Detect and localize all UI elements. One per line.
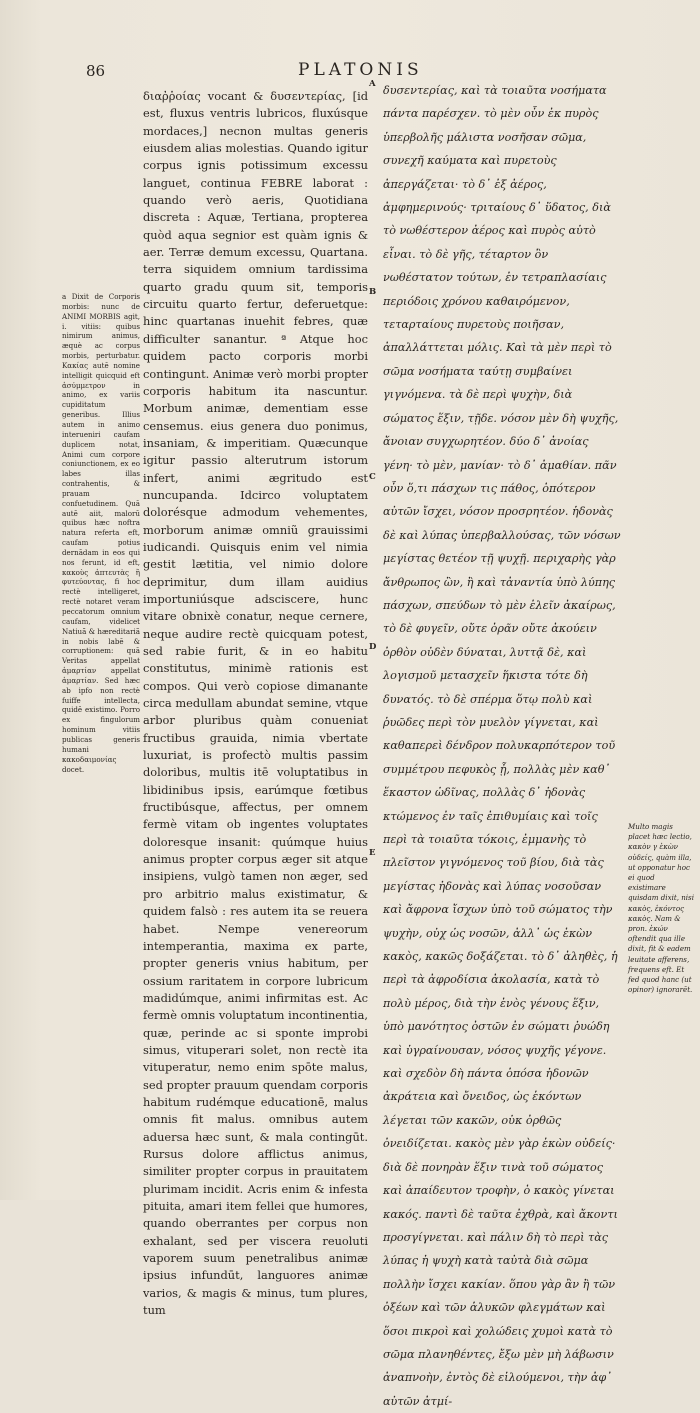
latin-translation-column [143, 88, 368, 1319]
latin-paragraph: διαῤῥοίας vocant & δυσεντερίας, [id est, fluxus ventris lubricos, fluxúsque mordaces,] necnon multas generis eiusdem alias molestias. Quando igitur corpus ignis potissimum excessu languet, continua FEBRE laborat : quando verò aeris, Quotidiana discreta : Aquæ, Tertiana, propterea quòd aqua segnior est quàm ignis & aer. Terræ demum excessu, Quartana. terra siquidem omnium tardissima quarto gradu quum sit, temporis circuitu quarto fertur, deferuetque: hinc quartanas inuehit febres, quæ difficulter sanantur. ª Atque hoc quidem pacto corporis morbi contingunt. Animæ verò morbi propter corporis habitum ita nascuntur. Morbum animæ, dementiam esse censemus. eius genera duo ponimus, insaniam, & imperitiam. Quæcunque igitur passio alterutrum istorum infert, animi ægritudo est nuncupanda. Idcirco voluptatem dolorésque admodum vehementes, morborum animæ omniũ grauissimi iudicandi. Quisquis enim vel nimia gestit lætitia, vel nimio dolore deprimitur, dum illam auidius importuniúsque adsciscere, hunc vitare obnixè conatur, neque cernere, neque audire rectè quicquam potest, sed rabie furit, & in eo habitu constitutus, minimè rationis est compos. Qui verò copiose dimanante circa medullam abundat semine, vtque arbor pluribus quàm conueniat fructibus grauida, nimia vbertate luxuriat, is profectò multis passim doloribus, multis itē voluptatibus in libidinibus ipsis, earúmque fœtibus fructibúsque, affectus, per omnem fermè vitam ob ingentes voluptates doloresque insanit: quúmque huius animus propter corpus æger sit atque insipiens, vulgò tamen non æger, sed pro arbitrio malus existimatur, & quidem falsò : res autem ita se reuera habet. Nempe venereorum intemperantia, maxima ex parte, propter generis vnius habitum, per ossium raritatem in corpore lubricum madidúmque, animi infirmitas est. Ac fermè omnis voluptatum incontinentia, quæ, perinde ac si sponte improbi simus, vituperari solet, non rectè ita vituperatur, nemo enim spōte malus, sed propter prauum quendam corporis habitum rudémque educationē, malus omnis fit malus. omnibus autem aduersa hæc sunt, & mala contingūt. Rursus dolore afflictus animus, similiter propter corpus in prauitatem plurimam incidit. Acris enim & infesta pituita, amari item fellei que humores, quando oberrantes per corpus non exhalant, sed per viscera reuoluti vaporem suum penetralibus animæ ipsius infundūt, languores animæ varios, & magis & minus, tum plures, tum [143, 89, 368, 1318]
greek-text-column [383, 79, 621, 1413]
greek-paragraph: δυσεντερίας, καὶ τὰ τοιαῦτα νοσήματα πάντα παρέσχεν. τὸ μὲν οὖν ἐκ πυρὸς ὑπερβολῆς μάλιστα νοσῆσαν σῶμα, συνεχῆ καύματα καὶ πυρετοὺς ἀπεργάζεται· τὸ δ᾽ ἐξ ἀέρος, ἀμφημερινούς· τριταίους δ᾽ ὕδατος, διὰ τὸ νωθέστερον ἀέρος καὶ πυρὸς αὐτὸ εἶναι. τὸ δὲ γῆς, τέταρτον ὂν νωθέστατον τούτων, ἐν τετραπλασίαις περιόδοις χρόνου καθαιρόμενον, τεταρταίους πυρετοὺς ποιῆσαν, ἀπαλλάττεται μόλις. Καὶ τὰ μὲν περὶ τὸ σῶμα νοσήματα ταύτῃ συμβαίνει γιγνόμενα. τὰ δὲ περὶ ψυχὴν, διὰ σώματος ἕξιν, τῇδε. νόσον μὲν δὴ ψυχῆς, ἄνοιαν συγχωρητέον. δύο δ᾽ ἀνοίας γένη· τὸ μὲν, μανίαν· τὸ δ᾽ ἀμαθίαν. πᾶν οὖν ὅ,τι πάσχων τις πάθος, ὁπότερον αὐτῶν ἴσχει, νόσον προσρητέον. ἡδονὰς δὲ καὶ λύπας ὑπερβαλλούσας, τῶν νόσων μεγίστας θετέον τῇ ψυχῇ. περιχαρὴς γὰρ ἄνθρωπος ὢν, ἢ καὶ τἀναντία ὑπὸ λύπης πάσχων, σπεύδων τὸ μὲν ἑλεῖν ἀκαίρως, τὸ δὲ φυγεῖν, οὔτε ὁρᾶν οὔτε ἀκούειν ὀρθὸν οὐδὲν δύναται, λυττᾷ δὲ, καὶ λογισμοῦ μετασχεῖν ἥκιστα τότε δὴ δυνατός. τὸ δὲ σπέρμα ὅτῳ πολὺ καὶ ῥυῶδες περὶ τὸν μυελὸν γίγνεται, καὶ καθαπερεὶ δένδρον πολυκαρπότερον τοῦ συμμέτρου πεφυκὸς ᾖ, πολλὰς μὲν καθ᾽ ἕκαστον ὠδῖνας, πολλὰς δ᾽ ἡδονὰς κτώμενος ἐν ταῖς ἐπιθυμίαις καὶ τοῖς περὶ τὰ τοιαῦτα τόκοις, ἐμμανὴς τὸ πλεῖστον γιγνόμενος τοῦ βίου, διὰ τὰς μεγίστας ἡδονὰς καὶ λύπας νοσοῦσαν καὶ ἄφρονα ἴσχων ὑπὸ τοῦ σώματος τὴν ψυχὴν, οὐχ ὡς νοσῶν, ἀλλ᾽ ὡς ἑκὼν κακὸς, κακῶς δοξάζεται. τὸ δ᾽ ἀληθὲς, ἡ περὶ τὰ ἀφροδίσια ἀκολασία, κατὰ τὸ πολὺ μέρος, διὰ τὴν ἑνὸς γένους ἕξιν, ὑπὸ μανότητος ὀστῶν ἐν σώματι ῥυώδη καὶ ὑγραίνουσαν, νόσος ψυχῆς γέγονε. καὶ σχεδὸν δὴ πάντα ὁπόσα ἡδονῶν ἀκράτεια καὶ ὄνειδος, ὡς ἑκόντων λέγεται τῶν κακῶν, οὐκ ὀρθῶς ὀνειδίζεται. κακὸς μὲν γὰρ ἑκὼν οὐδείς· διὰ δὲ πονηρὰν ἕξιν τινὰ τοῦ σώματος καὶ ἀπαίδευτον τροφὴν, ὁ κακὸς γίνεται κακός. παντὶ δὲ ταῦτα ἐχθρὰ, καὶ ἄκοντι προσγίγνεται. καὶ πάλιν δὴ τὸ περὶ τὰς λύπας ἡ ψυχὴ κατὰ ταὐτὰ διὰ σῶμα πολλὴν ἴσχει κακίαν. ὅπου γὰρ ἂν ἢ τῶν ὀξέων καὶ τῶν ἁλυκῶν φλεγμάτων καὶ ὅσοι πικροὶ καὶ χολώδεις χυμοὶ κατὰ τὸ σῶμα πλανηθέντες, ἔξω μὲν μὴ λάβωσιν ἀναπνοὴν, ἐντὸς δὲ εἱλούμενοι, τὴν ἀφ᾽ αὐτῶν ἀτμί- [383, 84, 621, 1408]
page-number: 86 [86, 62, 106, 80]
section-marker-a: A [369, 79, 376, 89]
section-marker-b: B [369, 287, 377, 297]
right-margin-note-text: Multo magis placet hæc lectio, κακὸν γ ἑκὼν οὐδείς, quàm illa, ut opponatur hoc ei quod existimare quisdam dixit, nisi κακὸς, ἑκόντος κακὸς. Nam & pron. ἑκών oftendit qua ille dixit, fit & eadem leuitate afferens, frequens eft. Et fed quod hanc (ut opinor) ignorarēt. [628, 822, 694, 995]
section-marker-e: E [369, 848, 376, 858]
right-margin-note [628, 822, 694, 995]
left-margin-note-text: a Dixit de Corporis morbis: nunc de ANIMI MORBIS agit, i. vitiis: quibus nimirum animus, æquè ac corpus morbis, perturbatur. Κακίας autē nomine intelligit quicquid eft ἀσύμμετρον in animo, ex variis cupiditatum generibus. Illius autem in animo interueniri caufam duplicem notat, Animi cum corpore coniunctionem, ex eo labes illas contrahentis, & prauam confuetudinem. Quā autē aiit, malorū quibus hæc noftra natura referta eft, caufam potius dernādam in eos qui nos ferunt, id eft, κακοὺς ἀπτευτὰς ἢ φυτεύοντας, fi hoc rectè intelligeret, rectè notaret veram peccatorum omnium caufam, videlicet Natiuã & hæreditariã in nobis labē & corruptionem: quā Veritas appellat ἀμαρτίαν appellat ἀμαρτίαν. Sed hæc ab ipfo non rectè fuiffe intellecta, quidē existimo. Porro ex fingulorum hominum vitiis publicas generis humani κακοδαιμονίας docet. [62, 292, 140, 774]
running-title: PLATONIS [298, 60, 423, 80]
section-marker-c: C [369, 472, 376, 482]
section-marker-d: D [369, 642, 377, 652]
left-margin-note [62, 292, 140, 774]
